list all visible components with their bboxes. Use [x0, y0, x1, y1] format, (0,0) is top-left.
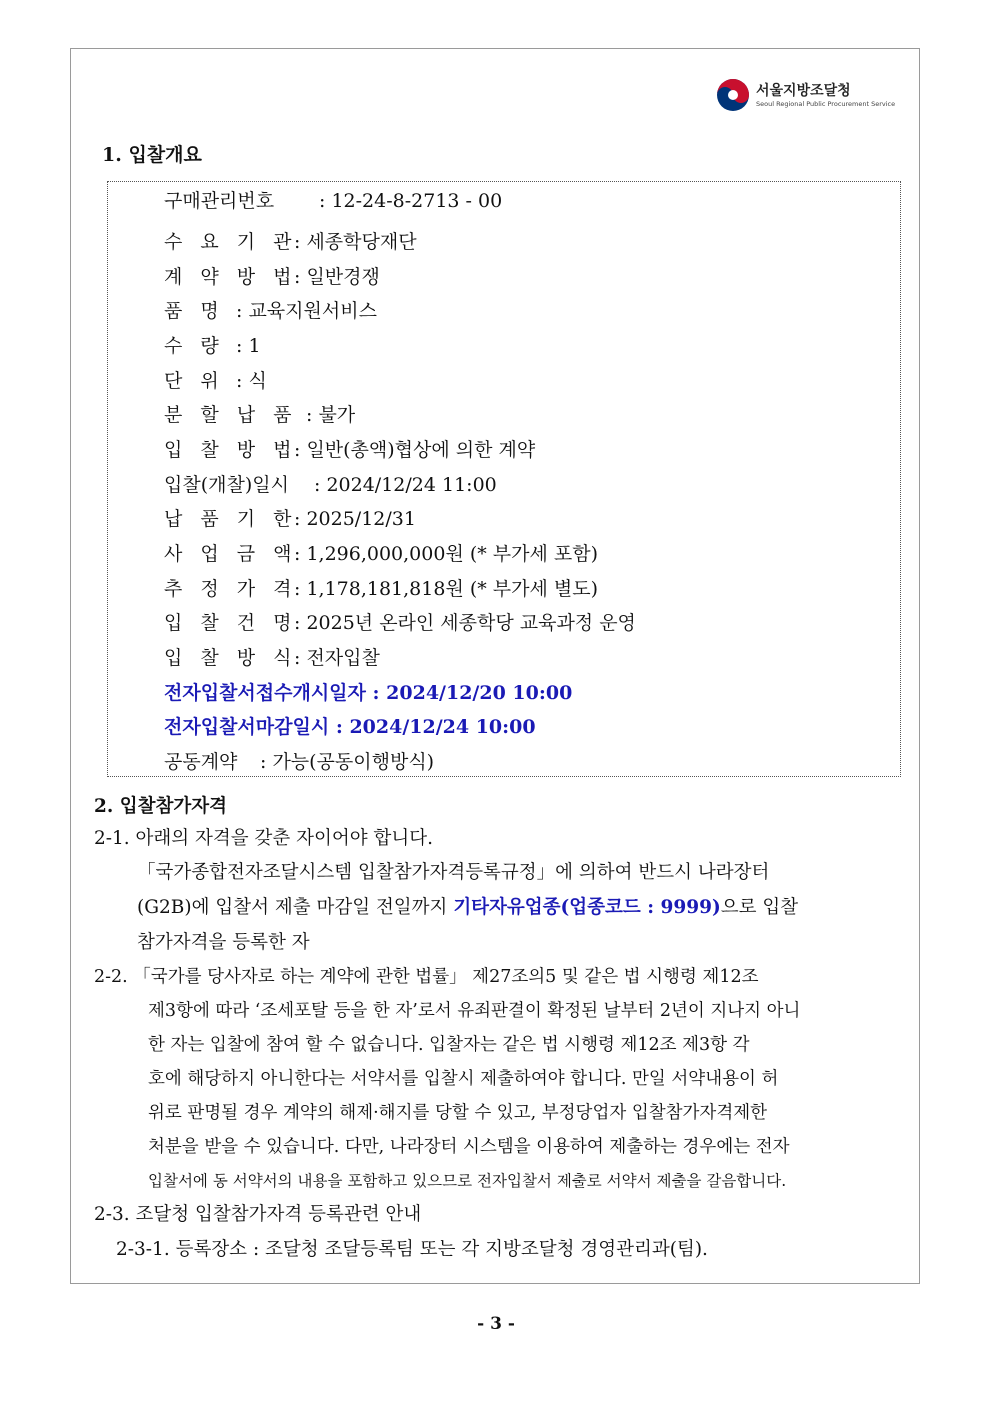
text-run: (G2B)에 입찰서 제출 마감일 전일까지 — [137, 897, 454, 918]
row-value: : 불가 — [306, 404, 356, 426]
row-label: 수 요 기 관 — [164, 231, 298, 253]
para-2-2-line7: 입찰서에 동 서약서의 내용을 포함하고 있으므로 전자입찰서 제출로 서약서 제출을 갈음합니다. — [148, 1172, 787, 1190]
row-value: : 1 — [236, 335, 261, 357]
row-estimated-price — [164, 576, 598, 602]
row-label: 입 찰 방 법 — [164, 439, 298, 461]
para-2-2-line6: 처분을 받을 수 있습니다. 다만, 나라장터 시스템을 이용하여 제출하는 경우에는 전자 — [148, 1137, 790, 1157]
row-label: 품 명 — [164, 300, 225, 322]
para-2-2-line5: 위로 판명될 경우 계약의 해제·해지를 당할 수 있고, 부정당업자 입찰참가자격제한 — [148, 1103, 768, 1123]
row-value: : 식 — [236, 370, 267, 392]
row-delivery-deadline — [164, 506, 416, 532]
row-label: 입 찰 건 명 — [164, 612, 298, 634]
row-value: : 가능(공동이행방식) — [260, 751, 435, 773]
row-value: : 2024/12/20 10:00 — [372, 682, 573, 704]
row-value: : 교육지원서비스 — [236, 300, 377, 322]
row-label: 전자입찰서마감일시 — [164, 716, 330, 738]
taegeuk-logo-icon — [716, 78, 750, 112]
row-label: 수 량 — [164, 335, 225, 357]
row-label: 단 위 — [164, 370, 225, 392]
row-value: : 일반(총액)협상에 의한 계약 — [294, 439, 536, 461]
row-item-name — [164, 298, 377, 324]
row-demand-agency — [164, 229, 417, 255]
agency-logo — [716, 76, 906, 116]
row-label: 납 품 기 한 — [164, 508, 298, 530]
row-ebid-open-date — [164, 680, 572, 706]
row-value: : 2025/12/31 — [294, 508, 416, 530]
row-value: : 1,296,000,000원 (* 부가세 포함) — [294, 543, 599, 565]
row-label: 사 업 금 액 — [164, 543, 298, 565]
row-quantity — [164, 333, 261, 359]
row-bid-datetime — [164, 472, 497, 498]
row-ebid-close-date — [164, 714, 536, 740]
row-label: 추 정 가 격 — [164, 578, 298, 600]
section1-title: 1. 입찰개요 — [102, 144, 202, 166]
para-2-2-line4: 호에 해당하지 아니한다는 서약서를 입찰시 제출하여야 합니다. 만일 서약내용이 허 — [148, 1069, 779, 1089]
row-label: 공동계약 — [164, 751, 238, 773]
logo-name: 서울지방조달청 — [756, 83, 851, 99]
row-label: 구매관리번호 — [164, 190, 275, 212]
row-procurement-number — [164, 188, 502, 214]
para-2-3-heading: 2-3. 조달청 입찰참가자격 등록관련 안내 — [94, 1204, 422, 1225]
row-label: 분 할 납 품 — [164, 404, 298, 426]
page-number: - 3 - — [477, 1314, 515, 1334]
para-2-1-line2 — [137, 895, 798, 921]
row-label: 계 약 방 법 — [164, 266, 298, 288]
row-unit — [164, 368, 267, 394]
row-value: : 세종학당재단 — [294, 231, 417, 253]
row-value: : 1,178,181,818원 (* 부가세 별도) — [294, 578, 599, 600]
row-project-amount — [164, 541, 598, 567]
row-value: : 2024/12/24 11:00 — [314, 474, 497, 496]
para-2-2-line1: 2-2. 「국가를 당사자로 하는 계약에 관한 법률」 제27조의5 및 같은 법 시행령 제12조 — [94, 967, 759, 987]
row-value: : 2024/12/24 10:00 — [335, 716, 536, 738]
para-2-1-line1: 「국가종합전자조달시스템 입찰참가자격등록규정」에 의하여 반드시 나라장터 — [137, 862, 770, 883]
row-split-delivery — [164, 402, 355, 428]
highlight-industry-code: 기타자유업종(업종코드 : 9999) — [453, 897, 721, 918]
row-value: : 전자입찰 — [294, 647, 380, 669]
text-run: 으로 입찰 — [720, 897, 799, 918]
row-bid-type — [164, 645, 380, 671]
para-2-1-heading: 2-1. 아래의 자격을 갖춘 자이어야 합니다. — [94, 828, 434, 849]
row-value: : 일반경쟁 — [294, 266, 380, 288]
section2-title: 2. 입찰참가자격 — [94, 796, 227, 817]
row-label: 전자입찰서접수개시일자 — [164, 682, 366, 704]
row-value: : 12-24-8-2713 - 00 — [319, 190, 503, 212]
para-2-1-line3: 참가자격을 등록한 자 — [137, 932, 310, 953]
row-value: : 2025년 온라인 세종학당 교육과정 운영 — [294, 612, 636, 634]
para-2-2-line2: 제3항에 따라 ‘조세포탈 등을 한 자’로서 유죄판결이 확정된 날부터 2년이 지나지 아니 — [148, 1001, 801, 1021]
logo-subtitle: Seoul Regional Public Procurement Service — [756, 100, 896, 108]
row-label: 입 찰 방 식 — [164, 647, 298, 669]
row-joint-contract — [164, 749, 434, 775]
para-2-3-1: 2-3-1. 등록장소 : 조달청 조달등록팀 또는 각 지방조달청 경영관리과(팀). — [116, 1239, 708, 1260]
row-contract-method — [164, 264, 380, 290]
para-2-2-line3: 한 자는 입찰에 참여 할 수 없습니다. 입찰자는 같은 법 시행령 제12조 제3항 각 — [148, 1035, 750, 1055]
row-bid-method — [164, 437, 535, 463]
row-label: 입찰(개찰)일시 — [164, 474, 289, 496]
row-bid-title — [164, 610, 636, 636]
